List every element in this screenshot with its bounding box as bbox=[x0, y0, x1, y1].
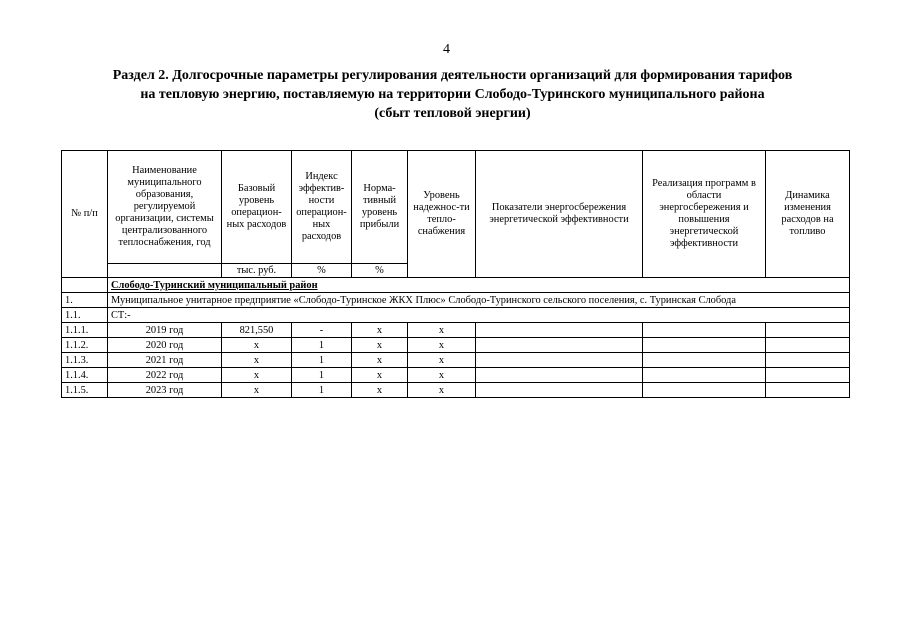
row-reliability: x bbox=[408, 353, 476, 368]
row-base: x bbox=[222, 338, 292, 353]
row-index: 1 bbox=[292, 353, 352, 368]
header-reliability: Уровень надежнос-ти тепло-снабжения bbox=[408, 151, 476, 278]
row-num: 1.1.3. bbox=[62, 353, 108, 368]
row-index: 1 bbox=[292, 338, 352, 353]
title-line-2: на тепловую энергию, поставляемую на территории Слободо-Туринского муниципального района bbox=[140, 87, 765, 102]
row-norm: x bbox=[352, 368, 408, 383]
section-title bbox=[60, 66, 845, 123]
row-programs bbox=[643, 353, 766, 368]
row-num: 1.1.2. bbox=[62, 338, 108, 353]
row-reliability: x bbox=[408, 383, 476, 398]
row-index: 1 bbox=[292, 383, 352, 398]
header-normative-profit: Норма-тивный уровень прибыли bbox=[352, 151, 408, 264]
district-row bbox=[62, 278, 850, 293]
row-norm: x bbox=[352, 353, 408, 368]
district-num-empty bbox=[62, 278, 108, 293]
row-norm: x bbox=[352, 338, 408, 353]
system-num: 1.1. bbox=[62, 308, 108, 323]
row-base: x bbox=[222, 368, 292, 383]
row-year: 2021 год bbox=[108, 353, 222, 368]
header-energy-indicators: Показатели энергосбережения энергетической эффективности bbox=[476, 151, 643, 278]
header-programs: Реализация программ в области энергосбережения и повышения энергетической эффективности bbox=[643, 151, 766, 278]
row-year: 2022 год bbox=[108, 368, 222, 383]
header-name: Наименование муниципального образования, регулируемой организации, системы централизованного теплоснабжения, год bbox=[108, 151, 222, 264]
header-efficiency-index: Индекс эффектив-ности операцион-ных расходов bbox=[292, 151, 352, 264]
row-fuel bbox=[766, 338, 850, 353]
org-num: 1. bbox=[62, 293, 108, 308]
units-norm: % bbox=[352, 264, 408, 278]
regulation-parameters-table bbox=[61, 150, 850, 398]
header-fuel-dynamics: Динамика изменения расходов на топливо bbox=[766, 151, 850, 278]
row-index: - bbox=[292, 323, 352, 338]
system-name: СТ:- bbox=[108, 308, 850, 323]
header-base-opex: Базовый уровень операцион-ных расходов bbox=[222, 151, 292, 264]
org-row bbox=[62, 293, 850, 308]
table-row bbox=[62, 383, 850, 398]
row-num: 1.1.1. bbox=[62, 323, 108, 338]
row-year: 2020 год bbox=[108, 338, 222, 353]
row-fuel bbox=[766, 353, 850, 368]
row-reliability: x bbox=[408, 368, 476, 383]
row-energy-indicators bbox=[476, 383, 643, 398]
table-row bbox=[62, 353, 850, 368]
row-index: 1 bbox=[292, 368, 352, 383]
row-year: 2023 год bbox=[108, 383, 222, 398]
row-norm: x bbox=[352, 323, 408, 338]
title-line-3: (сбыт тепловой энергии) bbox=[374, 106, 531, 121]
header-number: № п/п bbox=[62, 151, 108, 278]
row-programs bbox=[643, 368, 766, 383]
table-row bbox=[62, 338, 850, 353]
org-name: Муниципальное унитарное предприятие «Слободо-Туринское ЖКХ Плюс» Слободо-Туринского сельского поселения, с. Туринская Слобода bbox=[108, 293, 850, 308]
row-programs bbox=[643, 323, 766, 338]
row-base: 821,550 bbox=[222, 323, 292, 338]
row-base: x bbox=[222, 383, 292, 398]
row-energy-indicators bbox=[476, 338, 643, 353]
district-name-cell bbox=[108, 278, 850, 293]
title-line-1: Раздел 2. Долгосрочные параметры регулирования деятельности организаций для формирования тарифов bbox=[112, 68, 793, 83]
header-row bbox=[62, 151, 850, 264]
system-row bbox=[62, 308, 850, 323]
table-row bbox=[62, 323, 850, 338]
row-fuel bbox=[766, 383, 850, 398]
row-norm: x bbox=[352, 383, 408, 398]
units-base: тыс. руб. bbox=[222, 264, 292, 278]
row-fuel bbox=[766, 368, 850, 383]
page-number: 4 bbox=[443, 42, 450, 57]
units-index: % bbox=[292, 264, 352, 278]
row-energy-indicators bbox=[476, 323, 643, 338]
row-reliability: x bbox=[408, 323, 476, 338]
table-row bbox=[62, 368, 850, 383]
units-name-empty bbox=[108, 264, 222, 278]
row-energy-indicators bbox=[476, 353, 643, 368]
row-num: 1.1.4. bbox=[62, 368, 108, 383]
row-energy-indicators bbox=[476, 368, 643, 383]
district-name: Слободо-Туринский муниципальный район bbox=[111, 279, 318, 291]
row-programs bbox=[643, 338, 766, 353]
row-base: x bbox=[222, 353, 292, 368]
row-programs bbox=[643, 383, 766, 398]
row-year: 2019 год bbox=[108, 323, 222, 338]
row-fuel bbox=[766, 323, 850, 338]
row-reliability: x bbox=[408, 338, 476, 353]
row-num: 1.1.5. bbox=[62, 383, 108, 398]
